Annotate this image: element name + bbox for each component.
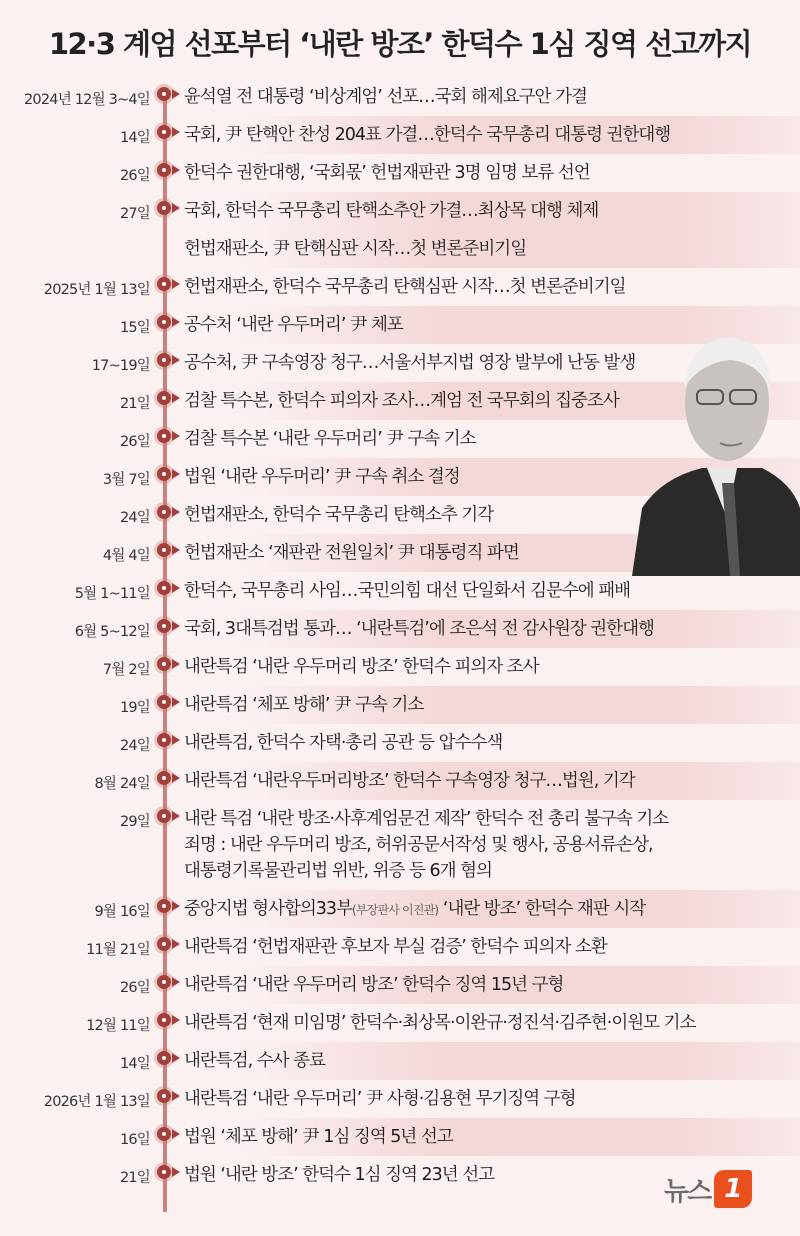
timeline-marker-icon — [150, 496, 184, 534]
marker-arrow — [172, 583, 180, 593]
event-date: 2026년 1월 13일 — [43, 1094, 150, 1110]
marker-circle — [157, 899, 171, 913]
event-description — [184, 648, 800, 680]
event-description — [184, 686, 800, 718]
marker-arrow — [172, 279, 180, 289]
timeline-event — [0, 762, 800, 800]
timeline-marker-icon — [150, 192, 184, 230]
timeline-event — [0, 154, 800, 192]
event-text-line: 내란특검 ‘내란우두머리방조’ 한덕수 구속영장 청구…법원, 기각 — [184, 771, 635, 791]
marker-arrow — [172, 165, 180, 175]
event-text-line: 내란특검, 수사 종료 — [184, 1051, 325, 1071]
marker-circle — [157, 391, 171, 405]
event-text-line: 공수처, 尹 구속영장 청구…서울서부지법 영장 발부에 난동 발생 — [184, 353, 636, 373]
timeline-marker-icon — [150, 344, 184, 382]
timeline-marker-icon — [150, 1042, 184, 1080]
timeline-event — [0, 192, 800, 268]
timeline-marker-icon — [150, 458, 184, 496]
marker-arrow — [172, 89, 180, 99]
timeline-marker-icon — [150, 306, 184, 344]
marker-arrow — [172, 355, 180, 365]
event-text-line: 내란특검 ‘헌법재판관 후보자 부실 검증’ 한덕수 피의자 소환 — [184, 937, 607, 957]
timeline-marker-icon — [150, 1156, 184, 1194]
event-date: 26일 — [119, 980, 150, 996]
marker-arrow — [172, 1129, 180, 1139]
event-description — [184, 966, 800, 998]
marker-arrow — [172, 469, 180, 479]
marker-arrow — [172, 203, 180, 213]
event-description — [184, 1118, 800, 1150]
event-description — [184, 1042, 800, 1074]
timeline-marker-icon — [150, 928, 184, 966]
event-text-line: 헌법재판소, 한덕수 국무총리 탄핵심판 시작…첫 변론준비기일 — [184, 277, 626, 297]
timeline-marker-icon — [150, 686, 184, 724]
event-date: 27일 — [119, 206, 150, 222]
event-date: 8월 24일 — [94, 776, 150, 792]
marker-circle — [157, 733, 171, 747]
marker-circle — [157, 467, 171, 481]
event-note: (부장판사 이진관) — [351, 903, 439, 917]
event-date: 26일 — [119, 168, 150, 184]
event-text-line: 한덕수, 국무총리 사임…국민의힘 대선 단일화서 김문수에 패배 — [184, 581, 631, 601]
marker-circle — [157, 1051, 171, 1065]
event-date: 7월 2일 — [102, 662, 150, 678]
event-description — [184, 724, 800, 756]
marker-circle — [157, 1165, 171, 1179]
event-text-line: 내란특검 ‘내란 우두머리’ 尹 사형·김용현 무기징역 구형 — [184, 1089, 576, 1109]
marker-arrow — [172, 507, 180, 517]
event-text-line: 헌법재판소 ‘재판관 전원일치’ 尹 대통령직 파면 — [184, 543, 519, 563]
news1-logo — [664, 1170, 752, 1208]
event-date: 11월 21일 — [86, 942, 150, 958]
event-text-line: 검찰 특수본, 한덕수 피의자 조사…계엄 전 국무회의 집중조사 — [184, 391, 619, 411]
marker-arrow — [172, 939, 180, 949]
event-date: 12월 11일 — [86, 1018, 150, 1034]
event-date: 16일 — [119, 1132, 150, 1148]
marker-circle — [157, 1089, 171, 1103]
marker-circle — [157, 975, 171, 989]
marker-circle — [157, 695, 171, 709]
marker-arrow — [172, 1015, 180, 1025]
timeline-event — [0, 648, 800, 686]
timeline-event — [0, 1004, 800, 1042]
timeline-marker-icon — [150, 268, 184, 306]
marker-circle — [157, 937, 171, 951]
timeline-marker-icon — [150, 610, 184, 648]
marker-arrow — [172, 393, 180, 403]
event-description — [184, 1080, 800, 1112]
event-description — [184, 154, 800, 186]
marker-arrow — [172, 1091, 180, 1101]
event-date: 21일 — [119, 396, 150, 412]
marker-arrow — [172, 431, 180, 441]
timeline-event — [0, 78, 800, 116]
timeline-event — [0, 724, 800, 762]
event-text-line: 국회, 한덕수 국무총리 탄핵소추안 가결…최상목 대행 체제 — [184, 201, 599, 221]
marker-arrow — [172, 659, 180, 669]
event-text-line: 내란특검, 한덕수 자택·총리 공관 등 압수수색 — [184, 733, 503, 753]
timeline-event — [0, 268, 800, 306]
event-date: 24일 — [119, 510, 150, 526]
marker-arrow — [172, 901, 180, 911]
event-description — [184, 928, 800, 960]
event-description — [184, 762, 800, 794]
event-date: 4월 4일 — [102, 548, 150, 564]
timeline-event — [0, 610, 800, 648]
timeline-marker-icon — [150, 534, 184, 572]
event-text-line: 법원 ‘체포 방해’ 尹 1심 징역 5년 선고 — [184, 1127, 453, 1147]
marker-arrow — [172, 621, 180, 631]
event-date: 14일 — [119, 130, 150, 146]
timeline-event — [0, 572, 800, 610]
event-text-line: 법원 ‘내란 우두머리’ 尹 구속 취소 결정 — [184, 467, 460, 487]
event-date: 14일 — [119, 1056, 150, 1072]
event-text-line: 내란특검 ‘내란 우두머리 방조’ 한덕수 징역 15년 구형 — [184, 975, 564, 995]
event-description — [184, 610, 800, 642]
marker-circle — [157, 163, 171, 177]
timeline-event — [0, 1042, 800, 1080]
marker-circle — [157, 809, 171, 823]
marker-circle — [157, 277, 171, 291]
event-date: 21일 — [119, 1170, 150, 1186]
event-date: 15일 — [119, 320, 150, 336]
event-description — [184, 192, 800, 268]
marker-arrow — [172, 977, 180, 987]
timeline-marker-icon — [150, 572, 184, 610]
event-text: ‘내란 방조’ 한덕수 재판 시작 — [438, 899, 646, 919]
timeline-marker-icon — [150, 800, 184, 838]
marker-circle — [157, 543, 171, 557]
timeline-marker-icon — [150, 78, 184, 116]
event-text: 중앙지법 형사합의33부 — [184, 899, 352, 919]
timeline — [0, 78, 800, 1194]
timeline-event — [0, 890, 800, 928]
marker-circle — [157, 1013, 171, 1027]
marker-arrow — [172, 545, 180, 555]
event-description — [184, 800, 800, 890]
marker-arrow — [172, 697, 180, 707]
timeline-marker-icon — [150, 1118, 184, 1156]
marker-circle — [157, 657, 171, 671]
event-date: 29일 — [119, 814, 150, 830]
portrait-photo — [612, 318, 800, 576]
event-text-line: 죄명 : 내란 우두머리 방조, 허위공문서작성 및 행사, 공용서류손상, — [184, 835, 653, 855]
event-text-line: 내란특검 ‘내란 우두머리 방조’ 한덕수 피의자 조사 — [184, 657, 539, 677]
event-date: 9월 16일 — [94, 904, 150, 920]
event-date: 2024년 12월 3~4일 — [24, 92, 150, 108]
marker-circle — [157, 87, 171, 101]
logo-text: 뉴스 — [664, 1176, 711, 1207]
timeline-marker-icon — [150, 648, 184, 686]
event-text-line: 내란 특검 ‘내란 방조·사후계엄문건 제작’ 한덕수 전 총리 불구속 기소 — [184, 809, 669, 829]
event-description — [184, 116, 800, 148]
marker-arrow — [172, 1167, 180, 1177]
timeline-marker-icon — [150, 966, 184, 1004]
event-text-line: 한덕수 권한대행, ‘국회몫’ 헌법재판관 3명 임명 보류 선언 — [184, 163, 590, 183]
event-date: 2025년 1월 13일 — [43, 282, 150, 298]
event-date: 17~19일 — [91, 358, 150, 374]
timeline-event — [0, 928, 800, 966]
event-text-line: 공수처 ‘내란 우두머리’ 尹 체포 — [184, 315, 403, 335]
event-description — [184, 268, 800, 300]
timeline-marker-icon — [150, 420, 184, 458]
marker-circle — [157, 201, 171, 215]
timeline-event — [0, 1118, 800, 1156]
marker-circle — [157, 581, 171, 595]
timeline-event — [0, 1080, 800, 1118]
timeline-marker-icon — [150, 116, 184, 154]
event-description — [184, 78, 800, 110]
event-text-line — [184, 896, 800, 923]
event-text-line: 국회, 尹 탄핵안 찬성 204표 가결…한덕수 국무총리 대통령 권한대행 — [184, 125, 671, 145]
timeline-marker-icon — [150, 1080, 184, 1118]
event-date: 24일 — [119, 738, 150, 754]
event-text-line: 검찰 특수본 ‘내란 우두머리’ 尹 구속 기소 — [184, 429, 476, 449]
event-description — [184, 1004, 800, 1036]
timeline-event — [0, 800, 800, 890]
event-date: 6월 5~12일 — [74, 624, 150, 640]
timeline-marker-icon — [150, 890, 184, 928]
event-text-line: 내란특검 ‘체포 방해’ 尹 구속 기소 — [184, 695, 424, 715]
event-text-line: 윤석열 전 대통령 ‘비상계엄’ 선포…국회 해제요구안 가결 — [184, 87, 587, 107]
marker-arrow — [172, 1053, 180, 1063]
event-date: 3월 7일 — [102, 472, 150, 488]
marker-arrow — [172, 127, 180, 137]
timeline-event — [0, 686, 800, 724]
marker-arrow — [172, 773, 180, 783]
timeline-event — [0, 116, 800, 154]
event-date: 19일 — [119, 700, 150, 716]
marker-arrow — [172, 735, 180, 745]
marker-circle — [157, 353, 171, 367]
marker-circle — [157, 505, 171, 519]
event-date: 26일 — [119, 434, 150, 450]
marker-circle — [157, 315, 171, 329]
timeline-marker-icon — [150, 1004, 184, 1042]
event-date: 5월 1~11일 — [74, 586, 150, 602]
timeline-event — [0, 966, 800, 1004]
timeline-marker-icon — [150, 382, 184, 420]
event-text-line: 헌법재판소, 尹 탄핵심판 시작…첫 변론준비기일 — [184, 239, 527, 259]
event-description — [184, 890, 800, 923]
logo-mark: 1 — [714, 1170, 752, 1208]
timeline-marker-icon — [150, 762, 184, 800]
event-text-line: 대통령기록물관리법 위반, 위증 등 6개 혐의 — [184, 861, 492, 881]
event-text-line: 내란특검 ‘현재 미임명’ 한덕수·최상목·이완규·정진석·김주현·이원모 기소 — [184, 1013, 696, 1033]
marker-arrow — [172, 811, 180, 821]
marker-circle — [157, 771, 171, 785]
event-text-line: 법원 ‘내란 방조’ 한덕수 1심 징역 23년 선고 — [184, 1165, 495, 1185]
event-description — [184, 572, 800, 604]
timeline-marker-icon — [150, 724, 184, 762]
marker-circle — [157, 619, 171, 633]
marker-circle — [157, 125, 171, 139]
event-text-line: 헌법재판소, 한덕수 국무총리 탄핵소추 기각 — [184, 505, 494, 525]
event-text-line: 국회, 3대특검법 통과… ‘내란특검’에 조은석 전 감사원장 권한대행 — [184, 619, 654, 639]
timeline-marker-icon — [150, 154, 184, 192]
marker-arrow — [172, 317, 180, 327]
marker-circle — [157, 1127, 171, 1141]
page-title: 12·3 계엄 선포부터 ‘내란 방조’ 한덕수 1심 징역 선고까지 — [48, 27, 752, 61]
marker-circle — [157, 429, 171, 443]
